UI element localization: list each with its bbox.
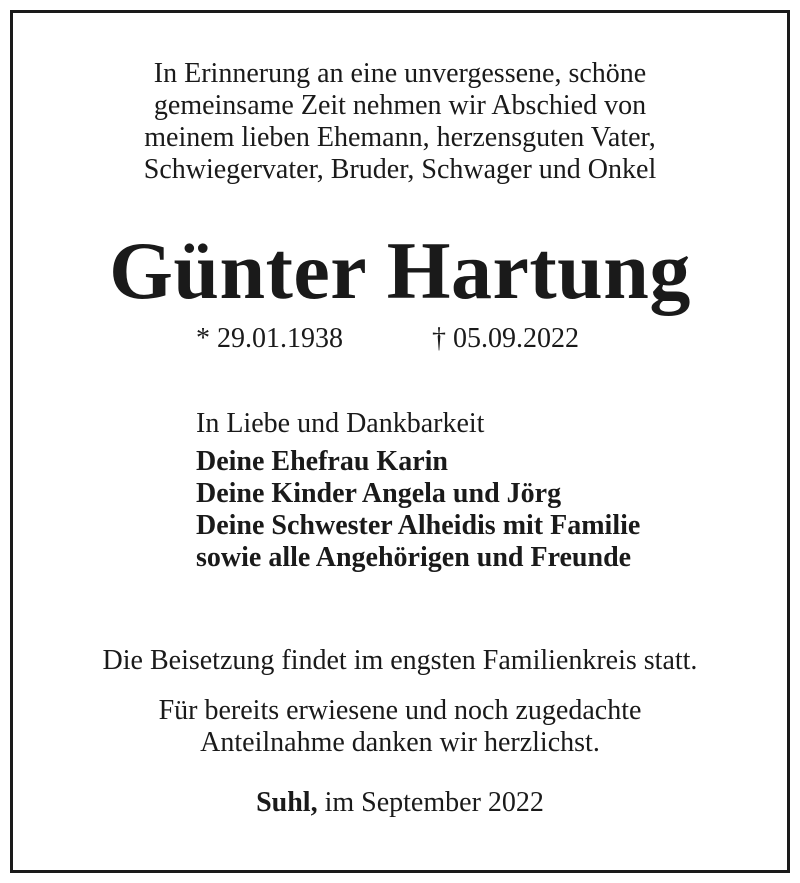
intro-text bbox=[0, 58, 800, 186]
place-month: im September 2022 bbox=[317, 787, 544, 818]
thanks-note bbox=[0, 695, 800, 759]
family-member: sowie alle Angehörigen und Freunde bbox=[196, 542, 632, 573]
family-member: Deine Schwester Alheidis mit Familie bbox=[196, 510, 641, 541]
death-date: † 05.09.2022 bbox=[432, 323, 579, 354]
intro-line: In Erinnerung an eine unvergessene, schöne bbox=[153, 58, 647, 89]
family-member: Deine Ehefrau Karin bbox=[196, 446, 448, 477]
intro-line: meinem lieben Ehemann, herzensguten Vater, bbox=[144, 122, 656, 153]
family-member: Deine Kinder Angela und Jörg bbox=[196, 478, 562, 509]
mourners-lead: In Liebe und Dankbarkeit bbox=[196, 408, 485, 439]
intro-line: gemeinsame Zeit nehmen wir Abschied von bbox=[153, 90, 647, 121]
family-list bbox=[196, 446, 640, 574]
deceased-name: Günter Hartung bbox=[109, 225, 691, 316]
mourners-block bbox=[196, 408, 640, 574]
intro-line: Schwiegervater, Bruder, Schwager und Onkel bbox=[143, 154, 657, 185]
thanks-line: Anteilnahme danken wir herzlichst. bbox=[200, 727, 600, 758]
place-date bbox=[0, 787, 800, 819]
thanks-line: Für bereits erwiesene und noch zugedachte bbox=[158, 695, 642, 726]
place-city: Suhl, bbox=[256, 787, 318, 818]
birth-date: * 29.01.1938 bbox=[196, 323, 343, 354]
burial-note: Die Beisetzung findet im engsten Familienkreis statt. bbox=[102, 645, 698, 676]
